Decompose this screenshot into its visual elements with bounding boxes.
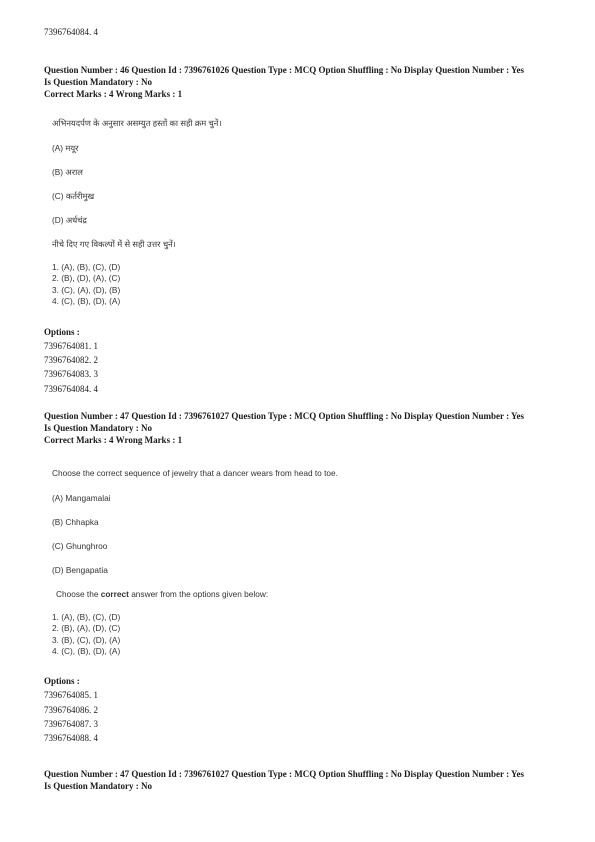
options-title: Options : bbox=[44, 326, 80, 337]
option-id-1: 7396764085. 1 bbox=[44, 690, 98, 701]
answer-choices bbox=[52, 262, 557, 308]
question-47-continued bbox=[44, 768, 557, 792]
question-header bbox=[44, 410, 557, 446]
answer-choice-2: 2. (B), (A), (D), (C) bbox=[52, 623, 121, 634]
question-46 bbox=[44, 64, 557, 396]
question-instruction: नीचे दिए गए विकल्पों में से सही उत्तर चुनें। bbox=[52, 239, 176, 249]
question-header-line-1: Question Number : 47 Question Id : 7396761027 Question Type : MCQ Option Shuffling : No Display Question Number : Yes bbox=[44, 410, 525, 421]
question-item-b: (B) Chhapka bbox=[52, 516, 99, 527]
question-47 bbox=[44, 410, 557, 746]
instruction-text-end: answer from the options given below: bbox=[128, 588, 269, 599]
options-title: Options : bbox=[44, 676, 80, 687]
answer-choice-4: 4. (C), (B), (D), (A) bbox=[52, 646, 121, 657]
option-id-3: 7396764083. 3 bbox=[44, 369, 98, 380]
question-item-c: (C) Ghunghroo bbox=[52, 540, 108, 551]
answer-choice-4: 4. (C), (B), (D), (A) bbox=[52, 296, 121, 307]
option-id-3: 7396764087. 3 bbox=[44, 719, 98, 730]
instruction-bold-word: correct bbox=[100, 588, 129, 599]
question-body bbox=[44, 468, 557, 658]
option-id-4: 7396764088. 4 bbox=[44, 733, 98, 744]
question-header bbox=[44, 64, 557, 100]
question-item-b: (B) अराल bbox=[52, 167, 83, 177]
question-header-line-2: Is Question Mandatory : No bbox=[44, 422, 153, 433]
question-item-c: (C) कर्तरीमुख bbox=[52, 191, 95, 201]
question-header-line-3: Correct Marks : 4 Wrong Marks : 1 bbox=[44, 434, 183, 445]
question-header-line-2: Is Question Mandatory : No bbox=[44, 780, 153, 791]
answer-choice-2: 2. (B), (D), (A), (C) bbox=[52, 273, 121, 284]
answer-choice-3: 3. (C), (A), (D), (B) bbox=[52, 284, 121, 295]
instruction-text-start: Choose the bbox=[56, 588, 101, 599]
question-header-line-3: Correct Marks : 4 Wrong Marks : 1 bbox=[44, 89, 183, 99]
options-block bbox=[44, 326, 557, 396]
answer-choice-1: 1. (A), (B), (C), (D) bbox=[52, 611, 121, 622]
answer-choice-3: 3. (B), (C), (D), (A) bbox=[52, 634, 121, 645]
question-body bbox=[44, 118, 557, 308]
question-text: Choose the correct sequence of jewelry that a dancer wears from head to toe. bbox=[52, 467, 338, 478]
question-item-d: (D) Bengapatia bbox=[52, 564, 108, 575]
option-id-1: 7396764081. 1 bbox=[44, 340, 98, 351]
question-text: अभिनयदर्पण के अनुसार असम्युत हस्तों का सही क्रम चुनें। bbox=[52, 118, 222, 128]
question-item-a: (A) Mangamalai bbox=[52, 492, 111, 503]
answer-choices bbox=[52, 612, 557, 658]
question-header-line-2: Is Question Mandatory : No bbox=[44, 77, 153, 87]
option-id-2: 7396764082. 2 bbox=[44, 354, 98, 365]
question-item-a: (A) मयूर bbox=[52, 143, 79, 153]
answer-choice-1: 1. (A), (B), (C), (D) bbox=[52, 262, 121, 272]
previous-option-line: 7396764084. 4 bbox=[44, 27, 98, 37]
question-header bbox=[44, 768, 557, 792]
option-id-2: 7396764086. 2 bbox=[44, 704, 98, 715]
options-block bbox=[44, 675, 557, 745]
question-header-line-1: Question Number : 46 Question Id : 7396761026 Question Type : MCQ Option Shuffling : No Display Question Number : Yes bbox=[44, 65, 525, 75]
question-header-line-1: Question Number : 47 Question Id : 7396761027 Question Type : MCQ Option Shuffling : No Display Question Number : Yes bbox=[44, 768, 525, 779]
option-id-4: 7396764084. 4 bbox=[44, 383, 98, 394]
question-instruction bbox=[52, 589, 557, 600]
question-item-d: (D) अर्धचंद्र bbox=[52, 215, 87, 225]
